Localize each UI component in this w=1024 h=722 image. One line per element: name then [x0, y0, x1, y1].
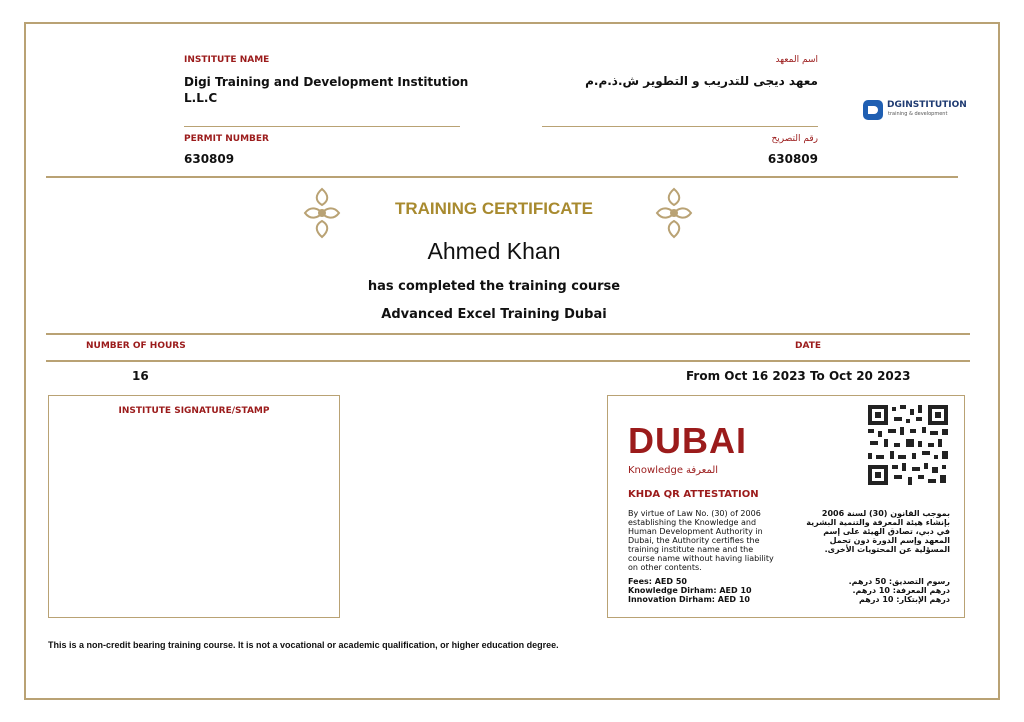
- name-underline-left: [184, 126, 460, 127]
- name-underline-right: [542, 126, 818, 127]
- signature-box: [48, 395, 340, 618]
- fee-line-ar: درهم الإبتكار: 10 درهم: [859, 595, 950, 604]
- dubai-logo: DUBAI: [628, 420, 747, 461]
- course-divider-bottom: [46, 360, 970, 362]
- permit-number-ar: 630809: [767, 152, 818, 166]
- recipient-name: Ahmed Khan: [427, 238, 561, 264]
- fee-line-ar: درهم المعرفة: 10 درهم.: [852, 586, 950, 595]
- fee-line: Fees: AED 50: [628, 577, 687, 586]
- permit-number-label-ar: رقم التصريح: [771, 134, 818, 144]
- completed-text: has completed the training course: [367, 279, 621, 294]
- khda-title: KHDA QR ATTESTATION: [628, 489, 759, 500]
- fees-ar: [806, 577, 950, 604]
- permit-number-label: PERMIT NUMBER: [184, 134, 269, 144]
- hours-label: NUMBER OF HOURS: [86, 341, 186, 351]
- institute-name: Digi Training and Development Institution L.L.C: [184, 75, 469, 105]
- course-name: Advanced Excel Training Dubai: [381, 307, 607, 322]
- header-divider: [46, 176, 958, 178]
- institute-name-ar: معهد ديجى للتدريب و التطوير ش.ذ.م.م: [585, 74, 818, 88]
- dg-logo-tagline: training & development: [888, 111, 948, 117]
- signature-label: INSTITUTE SIGNATURE/STAMP: [118, 406, 270, 416]
- footer-disclaimer: This is a non-credit bearing training course. It is not a vocational or academic qualification, or higher education degree.: [48, 640, 559, 650]
- khda-law-text-ar: بموجب القانون (30) لسنة 2006 بإنشاء هيئة المعرفة والتنمية البشرية في دبي، تصادق الهيئة على إسم المعهد وإسم الدورة دون تحمل المسؤلية عن المحتويات الأخرى.: [806, 509, 950, 554]
- dg-institution-logo: [862, 97, 972, 123]
- dg-logo-icon: [862, 99, 884, 121]
- institute-name-label: INSTITUTE NAME: [184, 55, 270, 65]
- knowledge-logo-text: Knowledge: [628, 465, 683, 476]
- hours-value: 16: [132, 369, 149, 383]
- khda-law-text: By virtue of Law No. (30) of 2006 establishing the Knowledge and Human Development Authority in Dubai, the Authority certifies the training institute name and the course name without having liability on other contents.: [628, 509, 774, 572]
- dg-logo-text: DGINSTITUTION: [887, 100, 967, 110]
- course-divider-top: [46, 333, 970, 335]
- institute-name-label-ar: اسم المعهد: [775, 55, 818, 65]
- date-label: DATE: [795, 341, 822, 351]
- fee-line: Innovation Dirham: AED 10: [628, 595, 750, 604]
- certificate-title: TRAINING CERTIFICATE: [394, 199, 593, 218]
- fees-en: [628, 577, 752, 604]
- date-value: From Oct 16 2023 To Oct 20 2023: [686, 369, 911, 383]
- qr-code-icon: [866, 403, 950, 487]
- fee-line-ar: رسوم التصديق: 50 درهم.: [848, 577, 950, 586]
- permit-number: 630809: [184, 152, 235, 166]
- knowledge-logo-text-ar: المعرفة: [686, 465, 719, 476]
- fee-line: Knowledge Dirham: AED 10: [628, 586, 752, 595]
